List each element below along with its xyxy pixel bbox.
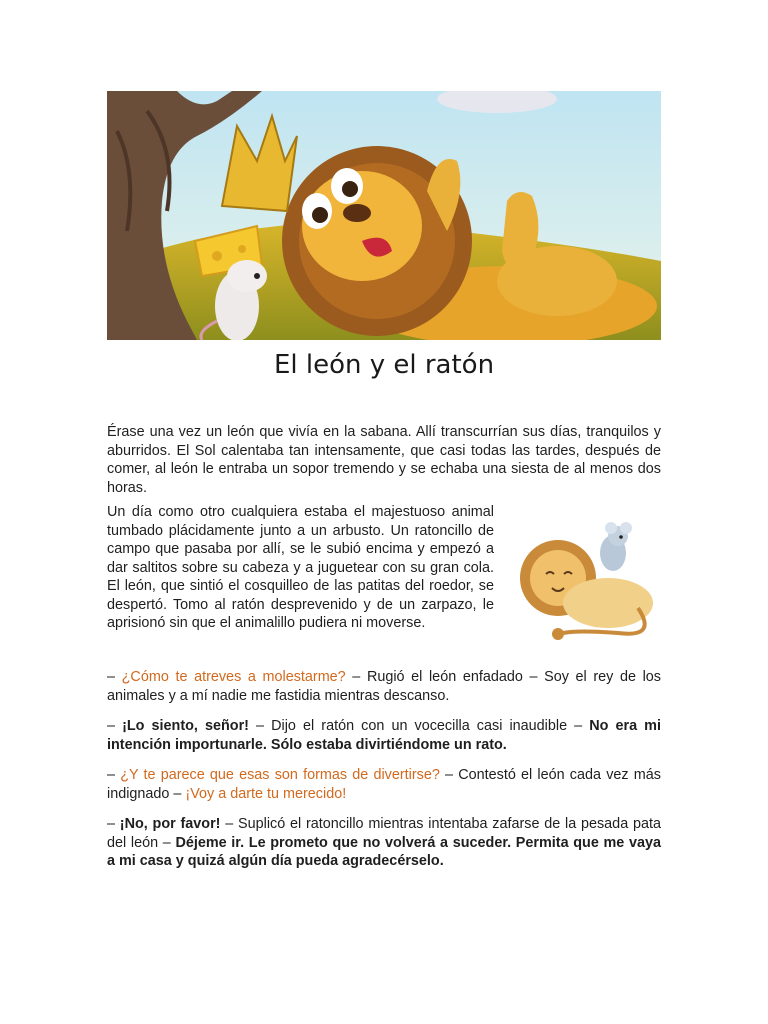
lion-with-mouse-icon — [508, 508, 658, 653]
narration: – Contestó el león cada vez más indignado – — [107, 767, 661, 802]
mouse-dialogue: ¡No, por favor! — [119, 816, 221, 832]
dialogue-dash: – — [107, 669, 122, 685]
dialogue-dash: – — [107, 816, 120, 832]
lion-dialogue: ¿Y te parece que esas son formas de divertirse? — [120, 767, 440, 783]
dialogue-dash: – — [107, 718, 123, 734]
lion-with-mouse-illustration — [508, 508, 658, 653]
lion-mouse-illustration-icon — [107, 91, 661, 340]
paragraph-6 — [107, 815, 661, 871]
narration: – Dijo el ratón con un vocecilla casi inaudible – — [248, 718, 590, 734]
paragraph-4 — [107, 717, 661, 754]
paragraph-2: Un día como otro cualquiera estaba el majestuoso animal tumbado plácidamente junto a un arbusto. Un ratoncillo de campo que pasaba por allí, se le subió encima y empezó a dar saltitos sobre su cabeza y a juguetear con su gran cola. El león, que sintió el cosquilleo de las patitas del roedor, se despertó. Tomo al ratón desprevenido y de un zarpazo, le aprisionó sin que el animalillo pudiera ni moverse. — [107, 504, 494, 631]
paragraph-5 — [107, 766, 661, 803]
mouse-dialogue: No era mi intención importunarle. Sólo estaba divirtiéndome un rato. — [107, 718, 661, 753]
narration: – Suplicó el ratoncillo mientras intentaba zafarse de la pesada pata del león – — [107, 816, 661, 851]
lion-dialogue: ¿Cómo te atreves a molestarme? — [121, 669, 346, 685]
mouse-dialogue: Déjeme ir. Le prometo que no volverá a suceder. Permita que me vaya a mi casa y quizá algún día pueda agradecérselo. — [107, 834, 661, 869]
mouse-dialogue: ¡Lo siento, señor! — [122, 718, 249, 734]
hero-illustration — [107, 91, 661, 340]
lion-dialogue: ¡Voy a darte tu merecido! — [185, 785, 347, 802]
paragraph-1: Érase una vez un león que vivía en la sabana. Allí transcurrían sus días, tranquilos y aburridos. El Sol calentaba tan intensamente, que casi todas las tardes, después de comer, al león le entraba un sopor tremendo y se echaba una siesta de al menos dos horas. — [107, 424, 661, 496]
page-title: El león y el ratón — [273, 350, 495, 380]
paragraph-3 — [107, 668, 661, 705]
dialogue-dash: – — [107, 767, 121, 783]
narration: – Rugió el león enfadado – Soy el rey de los animales y a mí nadie me fastidia mientras descanso. — [107, 669, 661, 704]
